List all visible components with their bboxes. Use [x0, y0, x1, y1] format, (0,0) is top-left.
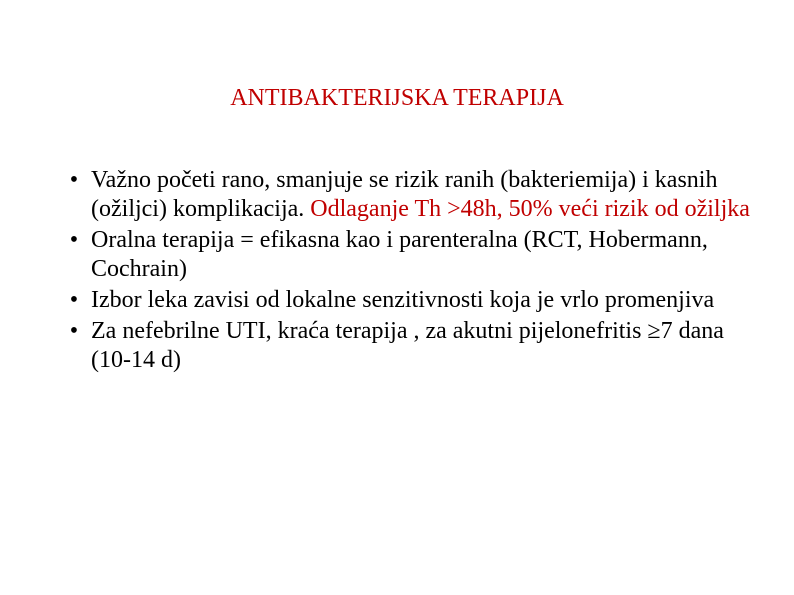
bullet-item — [66, 317, 756, 375]
bullet-marker: • — [69, 287, 79, 313]
bullet-marker: • — [69, 227, 79, 253]
bullet-item — [66, 286, 756, 315]
bullet-text: Važno početi rano, smanjuje se rizik ranih (bakteriemija) i kasnih (ožiljci) komplikacija. — [91, 167, 718, 222]
bullet-text: Oralna terapija = efikasna kao i parenteralna (RCT, Hobermann, Cochrain) — [91, 227, 708, 282]
bullet-text: Izbor leka zavisi od lokalne senzitivnosti koja je vrlo promenjiva — [91, 287, 715, 313]
bullet-text: Za nefebrilne UTI, kraća terapija , za akutni pijelonefritis ≥7 dana (10-14 d) — [91, 318, 724, 373]
bullet-item — [66, 166, 756, 224]
bullet-list — [66, 166, 756, 377]
bullet-marker: • — [69, 318, 79, 344]
slide-title: ANTIBAKTERIJSKA TERAPIJA — [230, 85, 564, 111]
bullet-highlight-text: Odlaganje Th >48h, 50% veći rizik od ožiljka — [310, 196, 750, 222]
bullet-marker: • — [69, 167, 79, 193]
bullet-item — [66, 226, 756, 284]
